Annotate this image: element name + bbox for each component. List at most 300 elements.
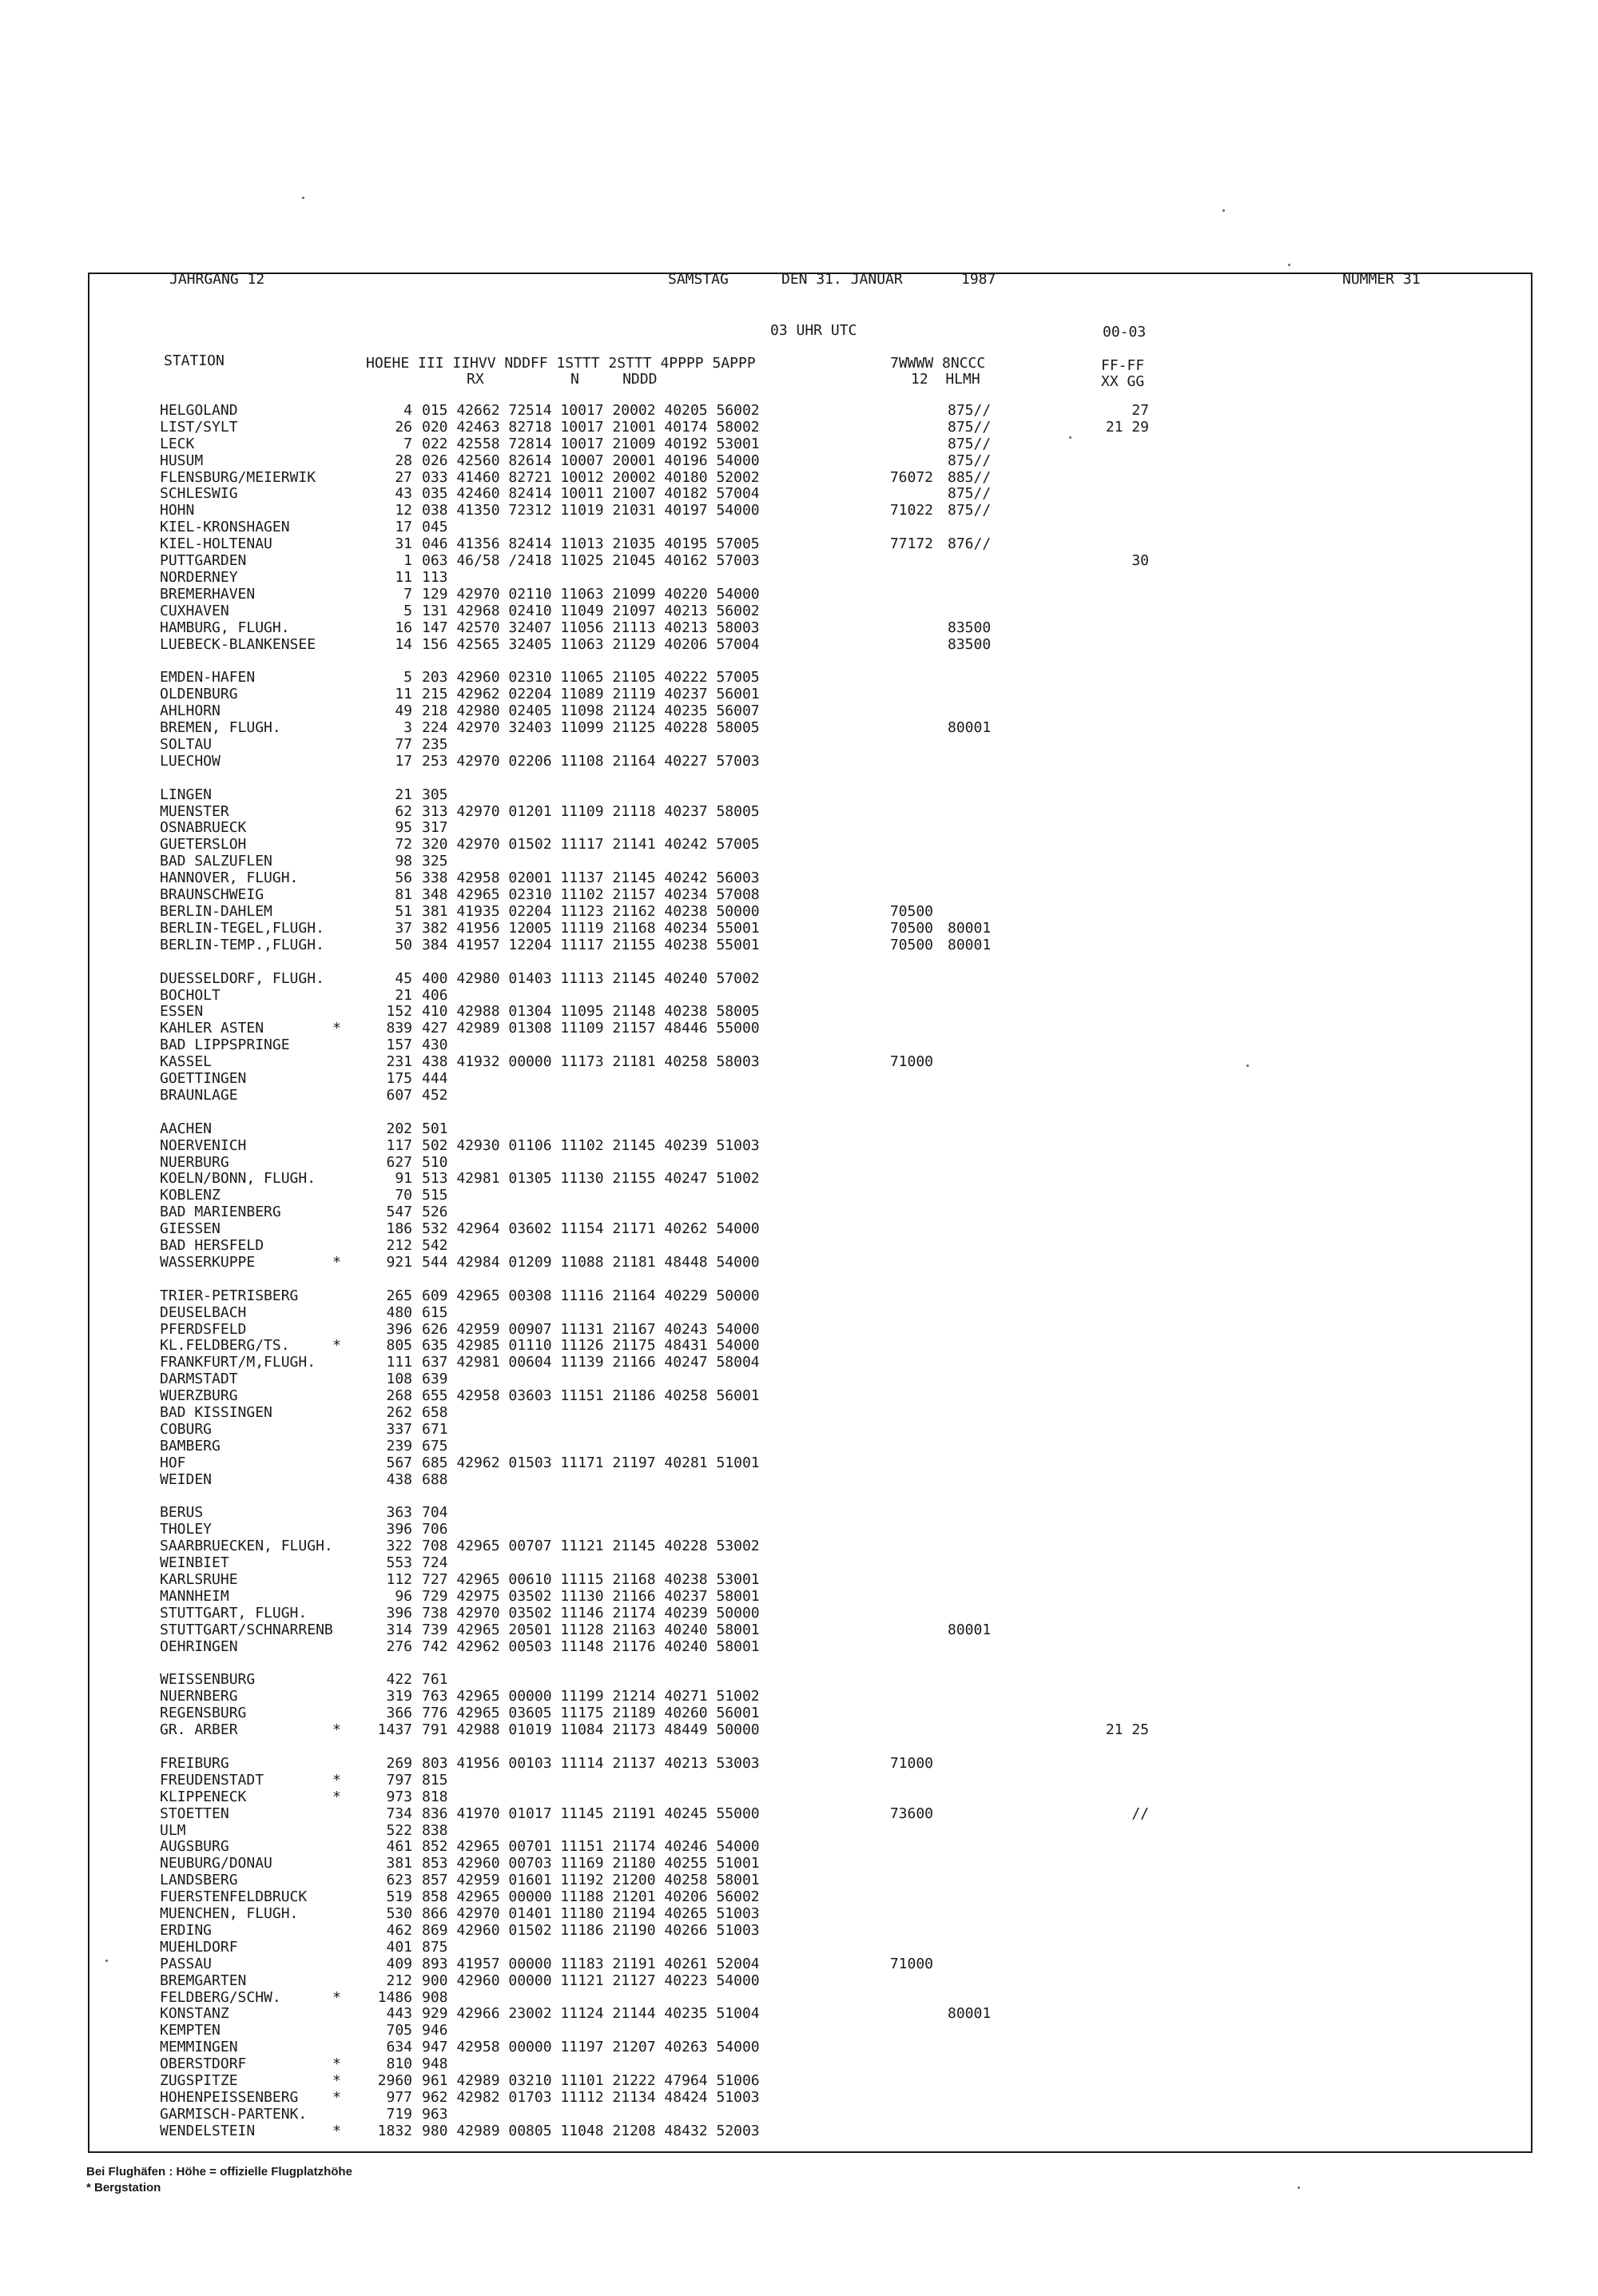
- station-height: 50: [395, 937, 412, 953]
- cloud-group: 83500: [948, 619, 992, 636]
- synop-data: 381 41935 02204 11123 21162 40238 50000: [422, 903, 760, 920]
- column-wind-sub: XX GG: [1101, 373, 1145, 390]
- table-row: [0, 2006, 1598, 2023]
- mountain-marker: *: [332, 1721, 341, 1738]
- station-name: FREIBURG: [160, 1755, 229, 1772]
- station-name: AHLHORN: [160, 702, 221, 719]
- table-row: [0, 1505, 1598, 1522]
- synop-data: 317: [422, 819, 448, 836]
- table-row: [0, 2123, 1598, 2140]
- station-height: 202: [386, 1120, 412, 1137]
- station-height: 62: [395, 803, 412, 820]
- synop-data: 815: [422, 1772, 448, 1789]
- station-name: NOERVENICH: [160, 1137, 247, 1154]
- synop-data: 708 42965 00707 11121 21145 40228 53002: [422, 1538, 760, 1554]
- station-name: BERLIN-TEGEL,FLUGH.: [160, 920, 324, 937]
- footnote-airports: Bei Flughäfen : Höhe = offizielle Flugplatzhöhe: [86, 2165, 352, 2179]
- column-weather: 7WWWW 8NCCC: [890, 355, 986, 372]
- station-name: DUESSELDORF, FLUGH.: [160, 970, 324, 987]
- table-row: [0, 787, 1598, 804]
- table-row: [0, 1722, 1598, 1739]
- synop-data: 858 42965 00000 11188 21201 40206 56002: [422, 1888, 760, 1905]
- station-name: BERLIN-TEMP.,FLUGH.: [160, 937, 324, 953]
- synop-data: 218 42980 02405 11098 21124 40235 56007: [422, 702, 760, 719]
- mountain-marker: *: [332, 2089, 341, 2106]
- table-row: [0, 1756, 1598, 1773]
- table-row: [0, 754, 1598, 770]
- station-name: GUETERSLOH: [160, 836, 247, 853]
- table-row: [0, 686, 1598, 703]
- station-height: 37: [395, 920, 412, 937]
- station-name: BRAUNLAGE: [160, 1087, 238, 1104]
- station-name: GIESSEN: [160, 1220, 221, 1237]
- synop-data: 946: [422, 2022, 448, 2039]
- table-row: [0, 1555, 1598, 1572]
- station-name: KONSTANZ: [160, 2005, 229, 2022]
- table-row: [0, 1037, 1598, 1054]
- station-name: FREUDENSTADT: [160, 1772, 264, 1789]
- station-name: LIST/SYLT: [160, 419, 238, 436]
- station-height: 2960: [377, 2072, 412, 2089]
- table-row: [0, 1689, 1598, 1705]
- synop-data: 908: [422, 1989, 448, 2006]
- table-row: [0, 1121, 1598, 1138]
- synop-data: 526: [422, 1204, 448, 1220]
- table-row: [0, 1973, 1598, 1990]
- station-name: KEMPTEN: [160, 2022, 221, 2039]
- column-station: STATION: [164, 352, 225, 369]
- table-row: [0, 988, 1598, 1005]
- table-row: [0, 1705, 1598, 1722]
- station-height: 31: [395, 535, 412, 552]
- synop-data: 224 42970 32403 11099 21125 40228 58005: [422, 719, 760, 736]
- synop-data: 739 42965 20501 11128 21163 40240 58001: [422, 1622, 760, 1638]
- synop-data: 929 42966 23002 11124 21144 40235 51004: [422, 2005, 760, 2022]
- cloud-group: 875//: [948, 419, 992, 436]
- table-row: [0, 820, 1598, 837]
- synop-data: 688: [422, 1471, 448, 1488]
- synop-data: 615: [422, 1304, 448, 1321]
- station-height: 212: [386, 1972, 412, 1989]
- table-row: [0, 870, 1598, 887]
- station-height: 396: [386, 1605, 412, 1622]
- synop-data: 406: [422, 987, 448, 1004]
- table-row: [0, 1639, 1598, 1656]
- station-height: 11: [395, 569, 412, 586]
- synop-data: 776 42965 03605 11175 21189 40260 56001: [422, 1705, 760, 1721]
- station-height: 91: [395, 1170, 412, 1187]
- synop-data: 727 42965 00610 11115 21168 40238 53001: [422, 1571, 760, 1588]
- table-row: [0, 1004, 1598, 1021]
- station-height: 634: [386, 2039, 412, 2055]
- table-row: [0, 1872, 1598, 1889]
- synop-data: 655 42958 03603 11151 21186 40258 56001: [422, 1387, 760, 1404]
- table-row: [0, 2023, 1598, 2039]
- table-row: [0, 837, 1598, 854]
- synop-data: 963: [422, 2106, 448, 2123]
- station-height: 1832: [377, 2123, 412, 2139]
- station-name: MUENCHEN, FLUGH.: [160, 1905, 299, 1922]
- station-name: LUECHOW: [160, 753, 221, 770]
- synop-data: 203 42960 02310 11065 21105 40222 57005: [422, 669, 760, 686]
- station-name: WEISSENBURG: [160, 1671, 256, 1688]
- synop-data: 875: [422, 1939, 448, 1956]
- station-name: LANDSBERG: [160, 1872, 238, 1888]
- station-name: EMDEN-HAFEN: [160, 669, 256, 686]
- table-row: [0, 1889, 1598, 1906]
- weather-group: 71000: [889, 1956, 933, 1972]
- cloud-group: 80001: [948, 2005, 992, 2022]
- weather-group: 77172: [889, 535, 933, 552]
- table-row: [0, 620, 1598, 637]
- station-height: 461: [386, 1838, 412, 1855]
- table-row: [0, 1438, 1598, 1455]
- mountain-marker: *: [332, 1789, 341, 1805]
- synop-data: 852 42965 00701 11151 21174 40246 54000: [422, 1838, 760, 1855]
- synop-data: 947 42958 00000 11197 21207 40263 54000: [422, 2039, 760, 2055]
- station-name: MEMMINGEN: [160, 2039, 238, 2055]
- column-codes: HOEHE III IIHVV NDDFF 1STTT 2STTT 4PPPP 5APPP: [366, 355, 756, 372]
- cloud-group: 875//: [948, 436, 992, 452]
- table-row: [0, 536, 1598, 553]
- synop-data: 853 42960 00703 11169 21180 40255 51001: [422, 1855, 760, 1872]
- station-name: ULM: [160, 1822, 186, 1839]
- station-height: 77: [395, 736, 412, 753]
- synop-data: 020 42463 82718 10017 21001 40174 58002: [422, 419, 760, 436]
- synop-data: 658: [422, 1404, 448, 1421]
- table-row: [0, 503, 1598, 519]
- synop-data: 980 42989 00805 11048 21208 48432 52003: [422, 2123, 760, 2139]
- table-row: [0, 2073, 1598, 2090]
- synop-data: 015 42662 72514 10017 20002 40205 56002: [422, 402, 760, 419]
- weather-group: 71000: [889, 1053, 933, 1070]
- station-name: WENDELSTEIN: [160, 2123, 256, 2139]
- station-name: HUSUM: [160, 452, 204, 469]
- station-name: OSNABRUECK: [160, 819, 247, 836]
- table-row: [0, 1021, 1598, 1037]
- station-height: 719: [386, 2106, 412, 2123]
- station-height: 519: [386, 1888, 412, 1905]
- station-height: 381: [386, 1855, 412, 1872]
- synop-data: 626 42959 00907 11131 21167 40243 54000: [422, 1321, 760, 1338]
- station-height: 314: [386, 1622, 412, 1638]
- station-name: AUGSBURG: [160, 1838, 229, 1855]
- station-height: 805: [386, 1337, 412, 1354]
- weather-group: 76072: [889, 469, 933, 486]
- station-height: 1486: [377, 1989, 412, 2006]
- scan-speck: [302, 197, 304, 199]
- station-name: REGENSBURG: [160, 1705, 247, 1721]
- station-name: BAD SALZUFLEN: [160, 853, 272, 869]
- synop-data: 046 41356 82414 11013 21035 40195 57005: [422, 535, 760, 552]
- synop-data: 869 42960 01502 11186 21190 40266 51003: [422, 1922, 760, 1939]
- scan-speck: [1298, 2187, 1300, 2189]
- synop-data: 410 42988 01304 11095 21148 40238 58005: [422, 1003, 760, 1020]
- station-height: 839: [386, 1020, 412, 1037]
- station-height: 26: [395, 419, 412, 436]
- table-row: [0, 1338, 1598, 1355]
- station-height: 977: [386, 2089, 412, 2106]
- station-height: 547: [386, 1204, 412, 1220]
- station-height: 462: [386, 1922, 412, 1939]
- station-height: 51: [395, 903, 412, 920]
- table-row: [0, 1322, 1598, 1339]
- station-height: 45: [395, 970, 412, 987]
- table-row: [0, 1288, 1598, 1305]
- station-height: 49: [395, 702, 412, 719]
- weather-group: 70500: [889, 937, 933, 953]
- synop-data: 510: [422, 1154, 448, 1171]
- weather-group: 70500: [889, 920, 933, 937]
- synop-data: 671: [422, 1421, 448, 1438]
- table-row: [0, 1455, 1598, 1472]
- station-name: SOLTAU: [160, 736, 213, 753]
- station-height: 72: [395, 836, 412, 853]
- synop-data: 513 42981 01305 11130 21155 40247 51002: [422, 1170, 760, 1187]
- station-name: BAD HERSFELD: [160, 1237, 264, 1254]
- station-height: 21: [395, 786, 412, 803]
- synop-data: 609 42965 00308 11116 21164 40229 50000: [422, 1287, 760, 1304]
- weather-group: 71022: [889, 502, 933, 519]
- synop-data: 803 41956 00103 11114 21137 40213 53003: [422, 1755, 760, 1772]
- station-name: LINGEN: [160, 786, 213, 803]
- synop-data: 400 42980 01403 11113 21145 40240 57002: [422, 970, 760, 987]
- station-name: LUEBECK-BLANKENSEE: [160, 636, 316, 653]
- synop-data: 818: [422, 1789, 448, 1805]
- synop-data: 063 46/58 /2418 11025 21045 40162 57003: [422, 552, 760, 569]
- station-height: 319: [386, 1688, 412, 1705]
- station-name: DEUSELBACH: [160, 1304, 247, 1321]
- cloud-group: 80001: [948, 937, 992, 953]
- synop-data: 857 42959 01601 11192 21200 40258 58001: [422, 1872, 760, 1888]
- table-row: [0, 453, 1598, 470]
- table-row: [0, 854, 1598, 870]
- station-height: 186: [386, 1220, 412, 1237]
- table-row: [0, 1522, 1598, 1538]
- scan-speck: [1222, 209, 1225, 212]
- footnote-mountain: * Bergstation: [86, 2181, 161, 2195]
- station-height: 28: [395, 452, 412, 469]
- header-year: 1987: [961, 271, 996, 288]
- table-row: [0, 1672, 1598, 1689]
- synop-data: 791 42988 01019 11084 21173 48449 50000: [422, 1721, 760, 1738]
- synop-data: 961 42989 03210 11101 21222 47964 51006: [422, 2072, 760, 2089]
- table-row: [0, 670, 1598, 686]
- synop-data: 729 42975 03502 11130 21166 40237 58001: [422, 1588, 760, 1605]
- synop-data: 836 41970 01017 11145 21191 40245 55000: [422, 1805, 760, 1822]
- station-height: 12: [395, 502, 412, 519]
- station-name: SCHLESWIG: [160, 485, 238, 502]
- table-row: [0, 1990, 1598, 2007]
- weather-group: 71000: [889, 1755, 933, 1772]
- synop-data: 348 42965 02310 11102 21157 40234 57008: [422, 886, 760, 903]
- station-height: 43: [395, 485, 412, 502]
- mountain-marker: *: [332, 1020, 341, 1037]
- table-row: [0, 971, 1598, 988]
- station-name: ESSEN: [160, 1003, 204, 1020]
- table-row: [0, 1773, 1598, 1789]
- table-row: [0, 420, 1598, 436]
- table-row: [0, 2056, 1598, 2073]
- mountain-marker: *: [332, 2072, 341, 2089]
- scan-speck: [1246, 1064, 1249, 1067]
- table-row: [0, 703, 1598, 720]
- wind-group: 30: [1131, 552, 1149, 569]
- table-row: [0, 1940, 1598, 1956]
- synop-data: 026 42560 82614 10007 20001 40196 54000: [422, 452, 760, 469]
- synop-data: 113: [422, 569, 448, 586]
- mountain-marker: *: [332, 1772, 341, 1789]
- station-height: 152: [386, 1003, 412, 1020]
- table-row: [0, 1171, 1598, 1188]
- cloud-group: 875//: [948, 452, 992, 469]
- station-height: 567: [386, 1454, 412, 1471]
- station-name: FELDBERG/SCHW.: [160, 1989, 281, 2006]
- table-row: [0, 1956, 1598, 1973]
- table-row: [0, 553, 1598, 570]
- station-height: 96: [395, 1588, 412, 1605]
- table-row: [0, 720, 1598, 737]
- station-height: 262: [386, 1404, 412, 1421]
- synop-data: 320 42970 01502 11117 21141 40242 57005: [422, 836, 760, 853]
- time-label: 03 UHR UTC: [770, 322, 857, 339]
- station-name: COBURG: [160, 1421, 213, 1438]
- cloud-group: 83500: [948, 636, 992, 653]
- station-name: PASSAU: [160, 1956, 213, 1972]
- station-name: ZUGSPITZE: [160, 2072, 238, 2089]
- table-row: [0, 1906, 1598, 1923]
- station-height: 231: [386, 1053, 412, 1070]
- station-name: MUEHLDORF: [160, 1939, 238, 1956]
- table-row: [0, 737, 1598, 754]
- station-height: 17: [395, 519, 412, 535]
- station-name: STUTTGART/SCHNARRENB: [160, 1622, 333, 1638]
- synop-data: 675: [422, 1438, 448, 1454]
- synop-data: 129 42970 02110 11063 21099 40220 54000: [422, 586, 760, 603]
- table-row: [0, 1789, 1598, 1806]
- station-name: KARLSRUHE: [160, 1571, 238, 1588]
- station-name: NEUBURG/DONAU: [160, 1855, 272, 1872]
- station-name: OBERSTDORF: [160, 2055, 247, 2072]
- station-height: 212: [386, 1237, 412, 1254]
- cloud-group: 80001: [948, 719, 992, 736]
- table-row: [0, 637, 1598, 654]
- station-height: 366: [386, 1705, 412, 1721]
- station-name: KIEL-HOLTENAU: [160, 535, 272, 552]
- station-height: 401: [386, 1939, 412, 1956]
- station-height: 422: [386, 1671, 412, 1688]
- station-name: FUERSTENFELDBRUCK: [160, 1888, 308, 1905]
- station-name: HELGOLAND: [160, 402, 238, 419]
- station-height: 17: [395, 753, 412, 770]
- table-row: [0, 2039, 1598, 2056]
- cloud-group: 875//: [948, 485, 992, 502]
- station-name: WUERZBURG: [160, 1387, 238, 1404]
- station-height: 734: [386, 1805, 412, 1822]
- synop-data: 501: [422, 1120, 448, 1137]
- table-row: [0, 1422, 1598, 1438]
- table-row: [0, 937, 1598, 954]
- table-row: [0, 1606, 1598, 1622]
- station-height: 973: [386, 1789, 412, 1805]
- table-row: [0, 1388, 1598, 1405]
- cloud-group: 885//: [948, 469, 992, 486]
- synop-data: 147 42570 32407 11056 21113 40213 58003: [422, 619, 760, 636]
- station-height: 797: [386, 1772, 412, 1789]
- station-name: GARMISCH-PARTENK.: [160, 2106, 308, 2123]
- station-height: 705: [386, 2022, 412, 2039]
- station-name: PFERDSFELD: [160, 1321, 247, 1338]
- station-height: 5: [403, 603, 412, 619]
- station-height: 396: [386, 1321, 412, 1338]
- station-height: 111: [386, 1354, 412, 1371]
- mountain-marker: *: [332, 1254, 341, 1271]
- station-name: KOBLENZ: [160, 1187, 221, 1204]
- synop-data: 639: [422, 1371, 448, 1387]
- station-name: MUENSTER: [160, 803, 229, 820]
- synop-data: 515: [422, 1187, 448, 1204]
- table-row: [0, 603, 1598, 620]
- station-name: THOLEY: [160, 1521, 213, 1538]
- table-row: [0, 1923, 1598, 1940]
- synop-data: 444: [422, 1070, 448, 1087]
- synop-data: 502 42930 01106 11102 21145 40239 51003: [422, 1137, 760, 1154]
- station-name: KLIPPENECK: [160, 1789, 247, 1805]
- station-height: 396: [386, 1521, 412, 1538]
- station-height: 921: [386, 1254, 412, 1271]
- station-height: 322: [386, 1538, 412, 1554]
- synop-data: 427 42989 01308 11109 21157 48446 55000: [422, 1020, 760, 1037]
- station-height: 522: [386, 1822, 412, 1839]
- mountain-marker: *: [332, 1989, 341, 2006]
- station-height: 268: [386, 1387, 412, 1404]
- synop-data: 022 42558 72814 10017 21009 40192 53001: [422, 436, 760, 452]
- station-name: BOCHOLT: [160, 987, 221, 1004]
- synop-data: 325: [422, 853, 448, 869]
- station-height: 438: [386, 1471, 412, 1488]
- station-height: 276: [386, 1638, 412, 1655]
- station-name: FLENSBURG/MEIERWIK: [160, 469, 316, 486]
- header-volume: JAHRGANG 12: [169, 271, 265, 288]
- synop-data: 532 42964 03602 11154 21171 40262 54000: [422, 1220, 760, 1237]
- synop-data: 948: [422, 2055, 448, 2072]
- synop-data: 313 42970 01201 11109 21118 40237 58005: [422, 803, 760, 820]
- table-row: [0, 1071, 1598, 1088]
- synop-data: 962 42982 01703 11112 21134 48424 51003: [422, 2089, 760, 2106]
- table-row: [0, 1255, 1598, 1271]
- station-name: BAD KISSINGEN: [160, 1404, 272, 1421]
- station-height: 627: [386, 1154, 412, 1171]
- station-height: 265: [386, 1287, 412, 1304]
- synop-data: 544 42984 01209 11088 21181 48448 54000: [422, 1254, 760, 1271]
- cloud-group: 80001: [948, 1622, 992, 1638]
- synop-data: 033 41460 82721 10012 20002 40180 52002: [422, 469, 760, 486]
- scan-speck: [1288, 264, 1290, 266]
- synop-data: 384 41957 12204 11117 21155 40238 55001: [422, 937, 760, 953]
- synop-data: 253 42970 02206 11108 21164 40227 57003: [422, 753, 760, 770]
- synop-data: 706: [422, 1521, 448, 1538]
- synop-data: 305: [422, 786, 448, 803]
- table-row: [0, 1221, 1598, 1238]
- station-name: CUXHAVEN: [160, 603, 229, 619]
- station-name: DARMSTADT: [160, 1371, 238, 1387]
- station-name: BREMERHAVEN: [160, 586, 256, 603]
- station-name: WEIDEN: [160, 1471, 213, 1488]
- synop-data: 542: [422, 1237, 448, 1254]
- synop-data: 763 42965 00000 11199 21214 40271 51002: [422, 1688, 760, 1705]
- weather-group: 70500: [889, 903, 933, 920]
- period-label: 00-03: [1103, 324, 1147, 340]
